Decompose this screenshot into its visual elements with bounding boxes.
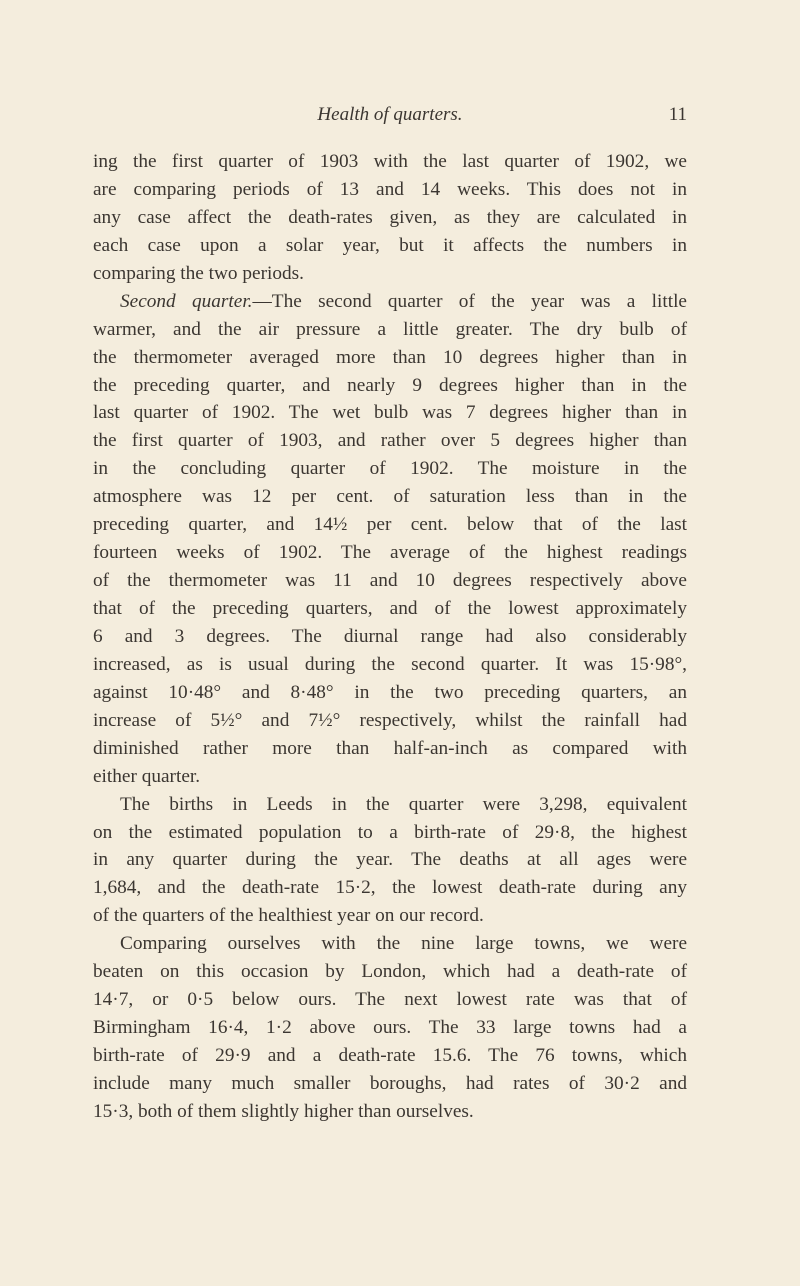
- text-line: [93, 819, 687, 847]
- line-text: birth-rate of 29·9 and a death-rate 15.6. The 76 towns, which: [93, 1045, 687, 1066]
- text-line: [93, 1042, 687, 1070]
- line-text: last quarter of 1902. The wet bulb was 7 degrees higher than in: [93, 402, 687, 424]
- text-line: [93, 1014, 687, 1042]
- section-lead: Second quarter.: [120, 290, 253, 312]
- running-title: Health of quarters.: [317, 104, 463, 125]
- page-number: 11: [668, 104, 687, 125]
- text-line: [93, 846, 687, 874]
- text-line: [93, 455, 687, 483]
- text-line: [93, 232, 687, 260]
- text-line: [93, 204, 687, 232]
- text-line: [93, 1070, 687, 1098]
- text-line: [93, 176, 687, 204]
- text-line: [93, 651, 687, 679]
- line-text: each case upon a solar year, but it affects the numbers in: [93, 234, 687, 256]
- line-text: of the thermometer was 11 and 10 degrees respectively above: [93, 570, 687, 592]
- text-line: [93, 344, 687, 372]
- text-line: [93, 679, 687, 707]
- line-text: comparing the two periods.: [93, 262, 304, 284]
- text-line: [93, 791, 687, 819]
- text-line: [93, 763, 687, 791]
- text-line: [93, 399, 687, 427]
- text-line: [93, 260, 687, 288]
- line-text: the thermometer averaged more than 10 degrees higher than in: [93, 346, 687, 368]
- text-line: [93, 930, 687, 958]
- line-text: in any quarter during the year. The deaths at all ages were: [93, 849, 687, 871]
- line-text: Comparing ourselves with the nine large towns, we were: [120, 933, 687, 955]
- line-text: that of the preceding quarters, and of the lowest approximately: [93, 598, 687, 619]
- line-text: The births in Leeds in the quarter were 3,298, equivalent: [120, 793, 687, 815]
- text-line: [93, 707, 687, 735]
- text-line: [93, 958, 687, 986]
- line-text: either quarter.: [93, 765, 201, 787]
- text-line: [93, 595, 687, 623]
- line-text: of the quarters of the healthiest year on our record.: [93, 905, 484, 927]
- text-line: [93, 483, 687, 511]
- text-line: [93, 427, 687, 455]
- line-text: ing the first quarter of 1903 with the last quarter of 1902, we: [93, 151, 687, 172]
- text-line: [93, 511, 687, 539]
- line-text: 1,684, and the death-rate 15·2, the lowest death-rate during any: [93, 877, 687, 899]
- line-text: —The second quarter of the year was a little: [252, 290, 687, 312]
- text-line: [93, 735, 687, 763]
- line-text: diminished rather more than half-an-inch as compared with: [93, 737, 687, 759]
- line-text: include many much smaller boroughs, had rates of 30·2 and: [93, 1072, 687, 1094]
- text-line: [93, 902, 687, 930]
- line-text: are comparing periods of 13 and 14 weeks. This does not in: [93, 178, 687, 200]
- text-line: [93, 539, 687, 567]
- line-text: in the concluding quarter of 1902. The moisture in the: [93, 458, 687, 480]
- line-text: increase of 5½° and 7½° respectively, whilst the rainfall had: [93, 709, 687, 731]
- text-line: [93, 1098, 687, 1126]
- line-text: on the estimated population to a birth-rate of 29·8, the highest: [93, 821, 687, 843]
- text-line: [93, 986, 687, 1014]
- paragraph: [93, 791, 687, 931]
- paragraph: [93, 148, 687, 288]
- line-text: beaten on this occasion by London, which had a death-rate of: [93, 961, 687, 983]
- page-header: [93, 104, 687, 132]
- line-text: against 10·48° and 8·48° in the two preceding quarters, an: [93, 681, 687, 703]
- paragraph: [93, 930, 687, 1126]
- text-line: [93, 148, 687, 176]
- text-line: [93, 623, 687, 651]
- text-line: [93, 316, 687, 344]
- text-line: [93, 288, 687, 316]
- line-text: preceding quarter, and 14½ per cent. below that of the last: [93, 514, 687, 536]
- text-line: [93, 567, 687, 595]
- text-line: [93, 372, 687, 400]
- line-text: 15·3, both of them slightly higher than ourselves.: [93, 1100, 474, 1122]
- line-text: atmosphere was 12 per cent. of saturation less than in the: [93, 486, 687, 508]
- line-text: 14·7, or 0·5 below ours. The next lowest rate was that of: [93, 989, 687, 1011]
- paragraph: [93, 288, 687, 791]
- line-text: Birmingham 16·4, 1·2 above ours. The 33 large towns had a: [93, 1017, 687, 1039]
- line-text: the first quarter of 1903, and rather over 5 degrees higher than: [93, 430, 687, 452]
- line-text: fourteen weeks of 1902. The average of the highest readings: [93, 542, 687, 564]
- line-text: the preceding quarter, and nearly 9 degrees higher than in the: [93, 374, 687, 396]
- body-text: [93, 148, 687, 1126]
- line-text: increased, as is usual during the second quarter. It was 15·98°,: [93, 653, 687, 675]
- line-text: any case affect the death-rates given, as they are calculated in: [93, 206, 687, 228]
- text-line: [93, 874, 687, 902]
- line-text: 6 and 3 degrees. The diurnal range had also considerably: [93, 625, 687, 647]
- line-text: warmer, and the air pressure a little greater. The dry bulb of: [93, 318, 687, 340]
